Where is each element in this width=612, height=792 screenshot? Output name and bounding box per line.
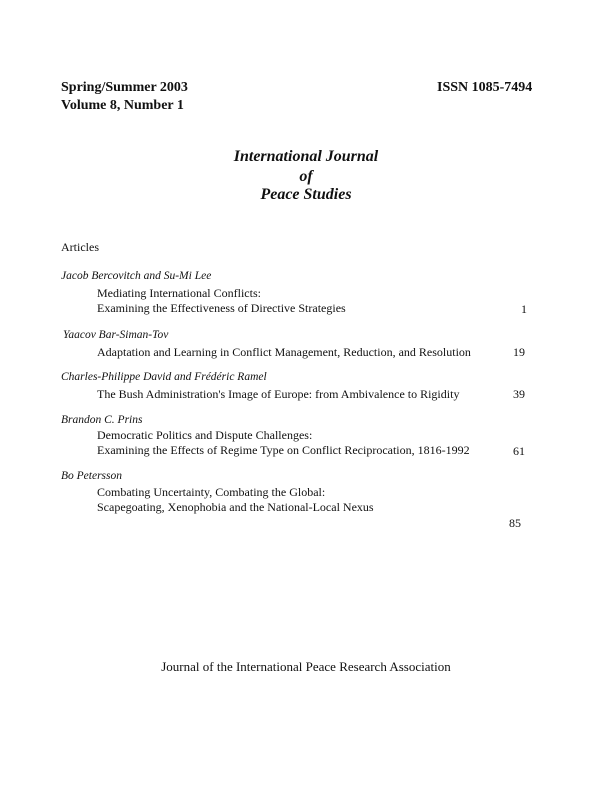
article-title-line: Combating Uncertainty, Combating the Global: bbox=[97, 485, 326, 499]
article-title-line: Adaptation and Learning in Conflict Management, Reduction, and Resolution bbox=[97, 345, 471, 359]
article-author: Charles-Philippe David and Frédéric Ramel bbox=[61, 371, 267, 383]
volume-number: Volume 8, Number 1 bbox=[61, 98, 184, 113]
section-heading: Articles bbox=[61, 240, 99, 254]
article-title-line: Examining the Effectiveness of Directive Strategies bbox=[97, 301, 346, 315]
journal-title-line-3: Peace Studies bbox=[260, 186, 352, 203]
article-title-line: The Bush Administration's Image of Europe: from Ambivalence to Rigidity bbox=[97, 387, 460, 401]
article-page-number: 19 bbox=[513, 345, 525, 359]
article-author: Bo Petersson bbox=[61, 470, 123, 482]
footer-association: Journal of the International Peace Research Association bbox=[161, 659, 451, 674]
article-page-number: 61 bbox=[513, 444, 525, 458]
issue-date: Spring/Summer 2003 bbox=[61, 80, 188, 95]
journal-title-line-1: International Journal bbox=[233, 148, 379, 165]
article-page-number: 39 bbox=[513, 387, 525, 401]
article-title-line: Mediating International Conflicts: bbox=[97, 286, 261, 300]
article-title-line: Democratic Politics and Dispute Challenges: bbox=[97, 428, 313, 442]
article-author: Jacob Bercovitch and Su-Mi Lee bbox=[61, 270, 212, 282]
article-page-number: 1 bbox=[521, 302, 527, 316]
article-title-line: Scapegoating, Xenophobia and the National-Local Nexus bbox=[97, 500, 374, 514]
issn: ISSN 1085-7494 bbox=[437, 80, 533, 95]
article-title-line: Examining the Effects of Regime Type on Conflict Reciprocation, 1816-1992 bbox=[97, 443, 470, 457]
article-author: Yaacov Bar-Siman-Tov bbox=[63, 329, 169, 341]
journal-title-line-2: of bbox=[299, 168, 313, 185]
article-author: Brandon C. Prins bbox=[61, 414, 143, 426]
article-page-number: 85 bbox=[509, 516, 521, 530]
